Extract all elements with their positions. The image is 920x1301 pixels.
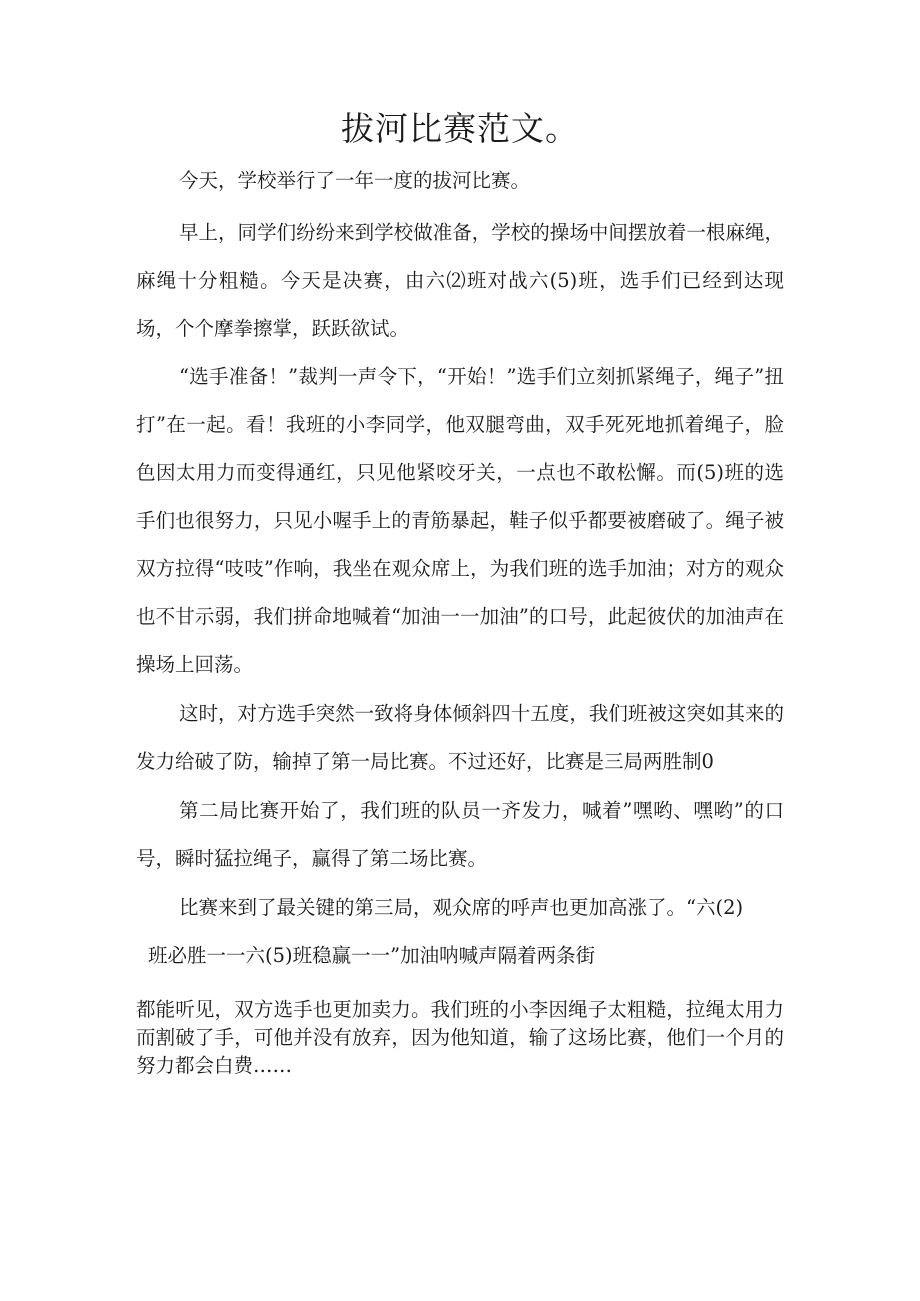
paragraph-1: 今天，学校举行了一年一度的拔河比赛。: [179, 169, 531, 192]
paragraph-2: 早上，同学们纷纷来到学校做准备，学校的操场中间摆放着一根麻绳，麻绳十分粗糙。今天是决赛，由六⑵班对战六(5)班，选手们已经到达现场，个个摩拳擦掌，跃跃欲试。: [136, 221, 784, 340]
paragraph-7: 都能听见，双方选手也更加卖力。我们班的小李因绳子太粗糙，拉绳太用力而割破了手，可他并没有放弃，因为他知道，输了这场比赛，他们一个月的努力都会白费……: [136, 998, 784, 1077]
paragraph-4: 这时，对方选手突然一致将身体倾斜四十五度，我们班被这突如其来的发力给破了防，输掉了第一局比赛。不过还好，比赛是三局两胜制0: [136, 702, 784, 773]
paragraph-6-line-2: 班必胜一一六(5)班稳赢一一”加油呐喊声隔着两条街: [148, 944, 596, 967]
paragraph-3: “选手准备！”裁判一声令下，“开始！”选手们立刻抓紧绳子，绳子”扭打”在一起。看！我班的小李同学，他双腿弯曲，双手死死地抓着绳子，脸色因太用力而变得通红，只见他紧咬牙关，一点也不敢松懈。而(5)班的选手们也很努力，只见小喔手上的青筋暴起，鞋子似乎都要被磨破了。绳子被双方拉得“吱吱”作响，我坐在观众席上，为我们班的选手加油；对方的观众也不甘示弱，我们拼命地喊着“加油一一加油”的口号，此起彼伏的加油声在操场上回荡。: [136, 365, 784, 676]
paragraph-6-line-1: 比赛来到了最关键的第三局，观众席的呼声也更加高涨了。“六(2): [179, 896, 744, 919]
document-title: 拔河比赛范文。: [341, 109, 579, 148]
paragraph-5: 第二局比赛开始了，我们班的队员一齐发力，喊着”嘿哟、嘿哟”的口号，瞬时猛拉绳子，赢得了第二场比赛。: [136, 799, 784, 870]
